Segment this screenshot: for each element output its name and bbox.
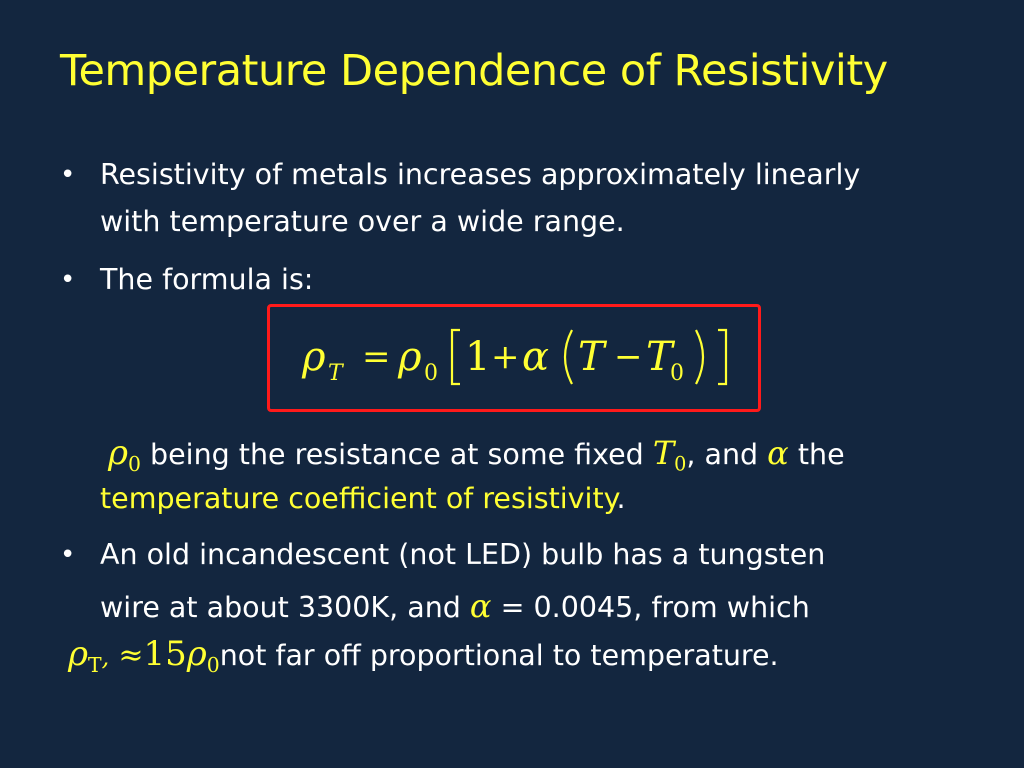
- explanation-line-2: temperature coefficient of resistivity.: [100, 482, 626, 515]
- formula-right-bracket: [718, 330, 726, 384]
- formula-right-paren: [696, 330, 703, 384]
- bullet-3-text-end: not far off proportional to temperature.: [219, 639, 779, 672]
- formula-rho0: ρ: [398, 334, 422, 380]
- bullet-dot: •: [60, 265, 76, 295]
- formula-one: 1: [465, 334, 491, 380]
- formula-rho: ρ: [302, 334, 326, 380]
- explanation-text-2: , and: [686, 438, 768, 471]
- rho-t-symbol: $\rho_T$: [68, 634, 102, 678]
- formula-equals: =: [362, 337, 391, 377]
- formula-sub-0: 0: [424, 361, 438, 386]
- formula-sub-t: T: [328, 361, 343, 386]
- bullet-3-line-1: An old incandescent (not LED) bulb has a tungsten: [100, 538, 826, 571]
- explanation-line-1: [108, 433, 845, 476]
- formula-sub-0b: 0: [670, 361, 684, 386]
- formula-plus: +: [491, 337, 520, 377]
- formula-t: T: [578, 334, 605, 380]
- approx-symbol: ≈: [118, 638, 144, 673]
- formula-left-paren: [565, 330, 572, 384]
- bullet-dot: •: [60, 540, 76, 570]
- bullet-1-line-2: with temperature over a wide range.: [100, 205, 625, 238]
- bullet-1-line-1: Resistivity of metals increases approximately linearly: [100, 158, 861, 191]
- fifteen-rho0: 15: [143, 634, 187, 674]
- formula-t0: T: [646, 334, 673, 380]
- bullet-3-line-3: $\rho_T$, $\approx 15\rho_0not$ far off proportional to temperature.: [68, 634, 779, 678]
- t0-symbol: $T_0$: [652, 434, 687, 476]
- alpha-symbol: α: [469, 587, 492, 625]
- formula-alpha: α: [522, 334, 550, 380]
- formula-left-bracket: [452, 330, 460, 384]
- alpha-symbol: α: [767, 434, 789, 472]
- explanation-text-1: being the resistance at some fixed: [140, 438, 653, 471]
- resistivity-formula: [300, 326, 740, 386]
- explanation-text-3: the: [788, 438, 845, 471]
- bullet-dot: •: [60, 160, 76, 190]
- formula-minus: −: [614, 337, 643, 377]
- formula-svg: [300, 326, 740, 386]
- rho0-symbol: $\rho_0$: [108, 433, 141, 477]
- bullet-2-text: The formula is:: [100, 263, 314, 296]
- bullet-3-line-2: wire at about 3300K, and α = 0.0045, from which: [100, 587, 810, 625]
- coefficient-term: temperature coefficient of resistivity: [100, 482, 617, 515]
- slide-title: Temperature Dependence of Resistivity: [60, 46, 888, 96]
